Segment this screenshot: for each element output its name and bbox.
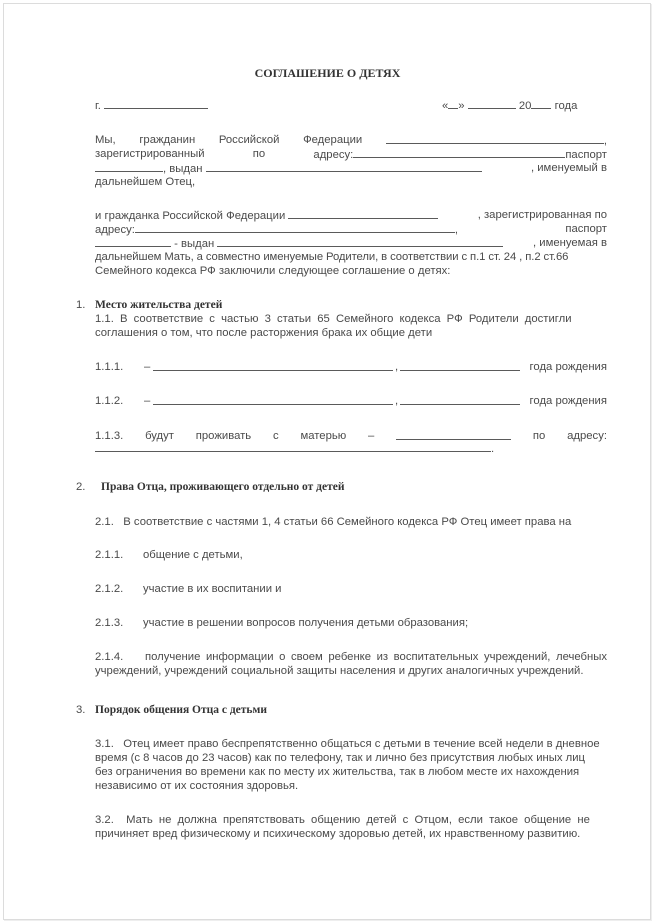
mother-passport-blank[interactable] <box>95 236 171 247</box>
residence-parent-blank[interactable] <box>396 429 511 440</box>
section-2-heading: Права Отца, проживающего отдельно от детей <box>101 481 345 493</box>
child-2-birth-year-blank[interactable] <box>400 394 520 405</box>
section-3-heading: Порядок общения Отца с детьми <box>95 704 267 716</box>
right-item: 2.1.1. общение с детьми, <box>95 549 243 561</box>
father-passport-blank[interactable] <box>95 161 163 172</box>
city-blank[interactable] <box>104 98 208 109</box>
right-item: 2.1.4. получение информации о своем ребенке из воспитательных учреждений, лечебных <box>95 651 607 663</box>
document-title: СОГЛАШЕНИЕ О ДЕТЯХ <box>254 66 401 80</box>
right-item: 2.1.2. участие в их воспитании и <box>95 583 282 595</box>
child-1-name-blank[interactable] <box>153 360 393 371</box>
right-item: 2.1.3. участие в решении вопросов получения детьми образования; <box>95 617 469 629</box>
child-1-birth-year-blank[interactable] <box>400 360 520 371</box>
father-address-blank[interactable] <box>353 147 565 158</box>
father-name-blank[interactable] <box>386 133 604 144</box>
month-blank[interactable] <box>468 98 516 109</box>
year-blank[interactable] <box>531 98 551 109</box>
child-2-name-blank[interactable] <box>153 394 393 405</box>
mother-address-blank[interactable] <box>135 222 455 233</box>
day-blank[interactable] <box>448 98 458 109</box>
date-field: « » 20 года <box>442 100 578 112</box>
mother-issued-by-blank[interactable] <box>217 236 503 247</box>
residence-address-blank[interactable] <box>95 441 491 452</box>
residence-row: 1.1.3. будут проживать с матерью – по адресу: <box>95 430 607 442</box>
mother-name-blank[interactable] <box>288 208 438 219</box>
father-issued-by-blank[interactable] <box>206 161 482 172</box>
city-field: г. <box>95 98 208 113</box>
section-1-heading: Место жительства детей <box>95 299 223 311</box>
